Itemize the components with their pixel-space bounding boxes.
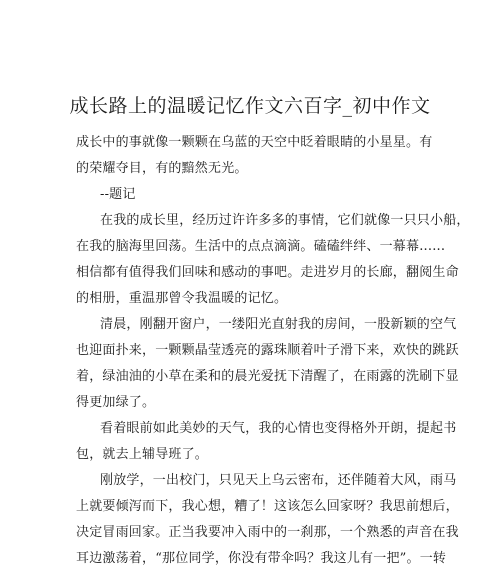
text-line: 的荣耀夺目，有的黯然无光。 (76, 161, 248, 176)
text-line: 在我的脑海里回荡。生活中的点点滴滴。磕磕绊绊、一幕幕...... (76, 239, 446, 254)
text-line: 清晨，刚翻开窗户，一缕阳光直射我的房间，一股新颖的空气 (100, 317, 457, 332)
text-line: 在我的成长里，经历过许许多多的事情，它们就像一只只小船， (100, 213, 470, 228)
text-line: 成长中的事就像一颗颗在乌蓝的天空中眨着眼睛的小星星。有 (76, 135, 433, 150)
text-line: 也迎面扑来，一颗颗晶莹透亮的露珠顺着叶子滑下来，欢快的跳跃 (76, 343, 459, 358)
text-line: 得更加绿了。 (76, 395, 156, 410)
text-line: 刚放学，一出校门，只见天上乌云密布，还伴随着大风，雨马 (100, 473, 457, 488)
text-line: 看着眼前如此美妙的天气，我的心情也变得格外开朗，提起书 (100, 421, 457, 436)
text-line: 上就要倾泻而下，我心想，糟了！这该怎么回家呀？我思前想后， (76, 499, 459, 514)
text-line: 相信都有值得我们回味和感动的事吧。走进岁月的长廊，翻阅生命 (76, 265, 459, 280)
text-line: 包，就去上辅导班了。 (76, 447, 209, 462)
text-line: 着，绿油油的小草在柔和的晨光爱抚下清醒了，在雨露的洗刷下显 (76, 369, 459, 384)
text-line: 决定冒雨回家。正当我要冲入雨中的一刹那，一个熟悉的声音在我 (76, 525, 459, 540)
epigraph-label: --题记 (100, 187, 136, 202)
article-body (76, 130, 470, 566)
page-title: 成长路上的温暖记忆作文六百字_初中作文 (69, 95, 431, 117)
text-line: 耳边激荡着，“那位同学，你没有带伞吗？我这儿有一把”。一转 (76, 551, 447, 566)
text-line: 的相册，重温那曾令我温暖的记忆。 (76, 291, 288, 306)
